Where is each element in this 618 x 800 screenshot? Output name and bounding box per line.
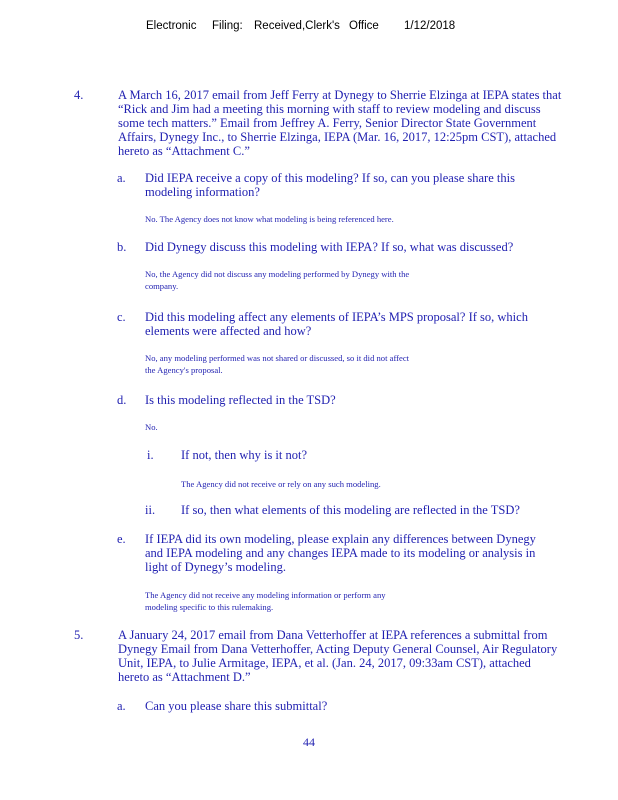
item-body [118,88,598,158]
question-label: e. [117,532,126,546]
item-line: hereto as “Attachment D.” [118,670,251,684]
answer-d-i [181,478,481,490]
question-line: and IEPA modeling and any changes IEPA made to its modeling or analysis in [145,546,536,560]
answer-line: company. [145,281,179,291]
header-received: Received,Clerk's [254,20,340,32]
answer-e [145,589,445,613]
header-filing: Filing: [212,20,243,32]
page-number: 44 [303,735,315,749]
answer-line: the Agency's proposal. [145,365,223,375]
question-line: Did IEPA receive a copy of this modeling? If so, can you please share this [145,171,515,185]
question-line: If IEPA did its own modeling, please explain any differences between Dynegy [145,532,536,546]
question-text [145,532,595,574]
question-text [145,310,585,338]
question-text [145,699,585,713]
question-line: elements were affected and how? [145,324,312,338]
item-line: A January 24, 2017 email from Dana Vetterhoffer at IEPA references a submittal from [118,628,548,642]
question-label: c. [117,310,126,324]
question-text [145,240,585,254]
question-line: If so, then what elements of this modeling are reflected in the TSD? [181,503,520,517]
answer-line: No, the Agency did not discuss any modeling performed by Dynegy with the [145,269,410,279]
item-line: Dynegy Email from Dana Vetterhoffer, Acting Deputy General Counsel, Air Regulatory [118,642,558,656]
header-office: Office [349,20,379,32]
answer-line: No, any modeling performed was not shared or discussed, so it did not affect [145,353,410,363]
question-label: b. [117,240,127,254]
question-label: i. [147,448,154,462]
question-line: Can you please share this submittal? [145,699,328,713]
item-body [118,628,598,684]
answer-a [145,213,445,225]
question-line: If not, then why is it not? [181,448,308,462]
header-date: 1/12/2018 [404,20,456,32]
question-line: Is this modeling reflected in the TSD? [145,393,336,407]
answer-d [145,421,245,433]
question-label: a. [117,699,126,713]
item-line: “Rick and Jim had a meeting this morning with staff to review modeling and discuss [118,102,541,116]
item-number: 5. [74,628,84,642]
question-line: light of Dynegy’s modeling. [145,560,286,574]
answer-line: No. [145,422,158,432]
question-line: Did this modeling affect any elements of IEPA’s MPS proposal? If so, which [145,310,528,324]
answer-line: The Agency did not receive any modeling information or perform any [145,590,386,600]
answer-c [145,352,445,376]
question-line: Did Dynegy discuss this modeling with IEPA? If so, what was discussed? [145,240,514,254]
item-number: 4. [74,88,84,102]
question-text [145,393,585,407]
question-text [145,171,585,199]
item-line: some tech matters.” Email from Jeffrey A. Ferry, Senior Director State Government [118,116,537,130]
answer-b [145,268,445,292]
answer-line: The Agency did not receive or rely on any such modeling. [181,479,381,489]
question-line: modeling information? [145,185,260,199]
question-text [181,448,581,462]
question-label: d. [117,393,127,407]
header-electronic: Electronic [146,20,197,32]
question-text [181,503,591,517]
answer-line: No. The Agency does not know what modeling is being referenced here. [145,214,394,224]
item-line: A March 16, 2017 email from Jeff Ferry at Dynegy to Sherrie Elzinga at IEPA states that [118,88,562,102]
item-line: Unit, IEPA, to Julie Armitage, IEPA, et al. (Jan. 24, 2017, 09:33am CST), attached [118,656,531,670]
item-line: hereto as “Attachment C.” [118,144,250,158]
item-line: Affairs, Dynegy Inc., to Sherrie Elzinga, IEPA (Mar. 16, 2017, 12:25pm CST), attached [118,130,557,144]
answer-line: modeling specific to this rulemaking. [145,602,274,612]
question-label: a. [117,171,126,185]
question-label: ii. [145,503,156,517]
